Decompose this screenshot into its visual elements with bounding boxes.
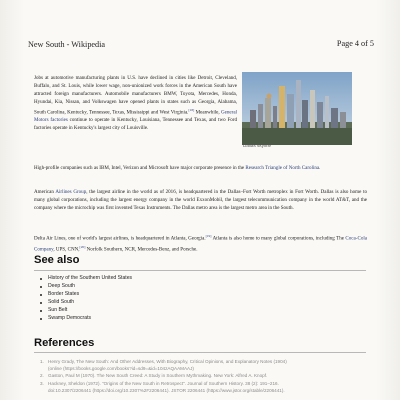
paragraph-automotive: Jobs at automotive manufacturing plants in U.S. have declined in cities like Detroit, Cleveland, Buffalo, and St. Louis, while lower wage, non-unionized work forces in the American South have attracted foreign manufacturers. Automobile manufacturers BMW, Toyota, Mercedes, Honda, Hyundai, Kia, Nissan, and Volkswagen have opened plants in states such as Georgia, Alabama, South Carolina, Kentucky, Tennessee, Texas, Mississippi and West Virginia.[18] Meanwhile, General Motors factories continue to operate in Kentucky, Louisiana, Tennessee and Texas, and two Ford factories operate in Kentucky's largest city of Louisville. bbox=[34, 75, 237, 132]
references-list bbox=[40, 358, 358, 394]
reference-number: 2. bbox=[40, 373, 44, 379]
paragraph-high-profile: High-profile companies such as IBM, Intel, Verizon and Microsoft have major corporate presence in the Research Triangle of North Carolina. bbox=[34, 165, 321, 172]
page-number: Page 4 of 5 bbox=[336, 39, 374, 48]
see-also-item[interactable]: Swamp Democrats bbox=[48, 315, 132, 323]
references-heading: References bbox=[34, 337, 95, 349]
see-also-item[interactable]: Solid South bbox=[48, 299, 132, 307]
reference-text[interactable]: Hackney, Sheldon (1972). "Origins of the New South in Retrospect". Journal of Southern History. 38 (2): 191–216. bbox=[48, 380, 279, 386]
divider bbox=[34, 270, 366, 271]
research-triangle-link[interactable]: Research Triangle of North Carolina bbox=[245, 165, 320, 172]
reference-text[interactable]: doi:10.2307/2206441 (https://doi.org/10.2307%2F2206441). JSTOR 2206441 (https://www.jstor.org/stable/2206441). bbox=[48, 387, 285, 393]
reference-number: 3. bbox=[40, 380, 44, 386]
reference-text[interactable]: Gaston, Paul M (1970). The New South Creed: A Study in Southern Mythmaking. New York: Alfred A. Knopf. bbox=[48, 373, 268, 379]
reference-text[interactable]: (online (https://books.google.com/books?id=sd9=&id=104zAQAAMAAJ) bbox=[48, 366, 194, 372]
reference-text[interactable]: Henry Grady, The New South: And Other Addresses, With Biography, Critical Opinions, and Explanatory Notes (1904) bbox=[48, 359, 287, 364]
dallas-skyline-image[interactable] bbox=[242, 72, 352, 145]
general-motors-link[interactable]: General Motors factories bbox=[34, 109, 237, 124]
coca-cola-link[interactable]: Coca-Cola Company bbox=[34, 235, 367, 253]
see-also-item[interactable]: History of the Southern United States bbox=[48, 275, 133, 281]
figure-caption: Dallas skyline bbox=[243, 143, 272, 148]
citation-link[interactable]: [20] bbox=[79, 244, 86, 249]
citation-link[interactable]: [19] bbox=[205, 234, 212, 239]
paragraph-delta: Delta Air Lines, one of world's largest airlines, is headquartered in Atlanta, Georgia.[19] Atlanta is also home to many global corporations, including The Coca-Cola Company, UPS, CNN,[20] Norfolk Southern, NCR, Mercedes-Benz, and Porsche. bbox=[34, 234, 367, 253]
divider bbox=[34, 352, 366, 353]
airlines-group-link[interactable]: Airlines Group bbox=[55, 189, 87, 196]
reference-item bbox=[40, 372, 358, 379]
see-also-item[interactable]: Border States bbox=[48, 291, 132, 299]
page-title: New South - Wikipedia bbox=[28, 40, 106, 49]
see-also-item[interactable]: Deep South bbox=[48, 283, 132, 291]
reference-item bbox=[40, 380, 358, 394]
reference-number: 1. bbox=[40, 359, 44, 364]
reference-item bbox=[40, 358, 358, 372]
citation-link[interactable]: [18] bbox=[188, 107, 195, 112]
see-also-item[interactable]: Sun Belt bbox=[48, 307, 132, 315]
paragraph-american-airlines: American Airlines Group, the largest airline in the world as of 2016, is headquartered in the Dallas–Fort Worth metroplex in Fort Worth. Dallas is also home to many global corporations, including the largest energy company in the world ExxonMobil, the largest telecommunication company in the world AT&T, and the company where the microchip was first invented Texas Instruments. The Dallas metro area is the largest metro area in the South. bbox=[34, 189, 367, 211]
skyline-photo-icon bbox=[242, 72, 352, 145]
see-also-heading: See also bbox=[34, 254, 80, 266]
see-also-list bbox=[48, 275, 132, 322]
